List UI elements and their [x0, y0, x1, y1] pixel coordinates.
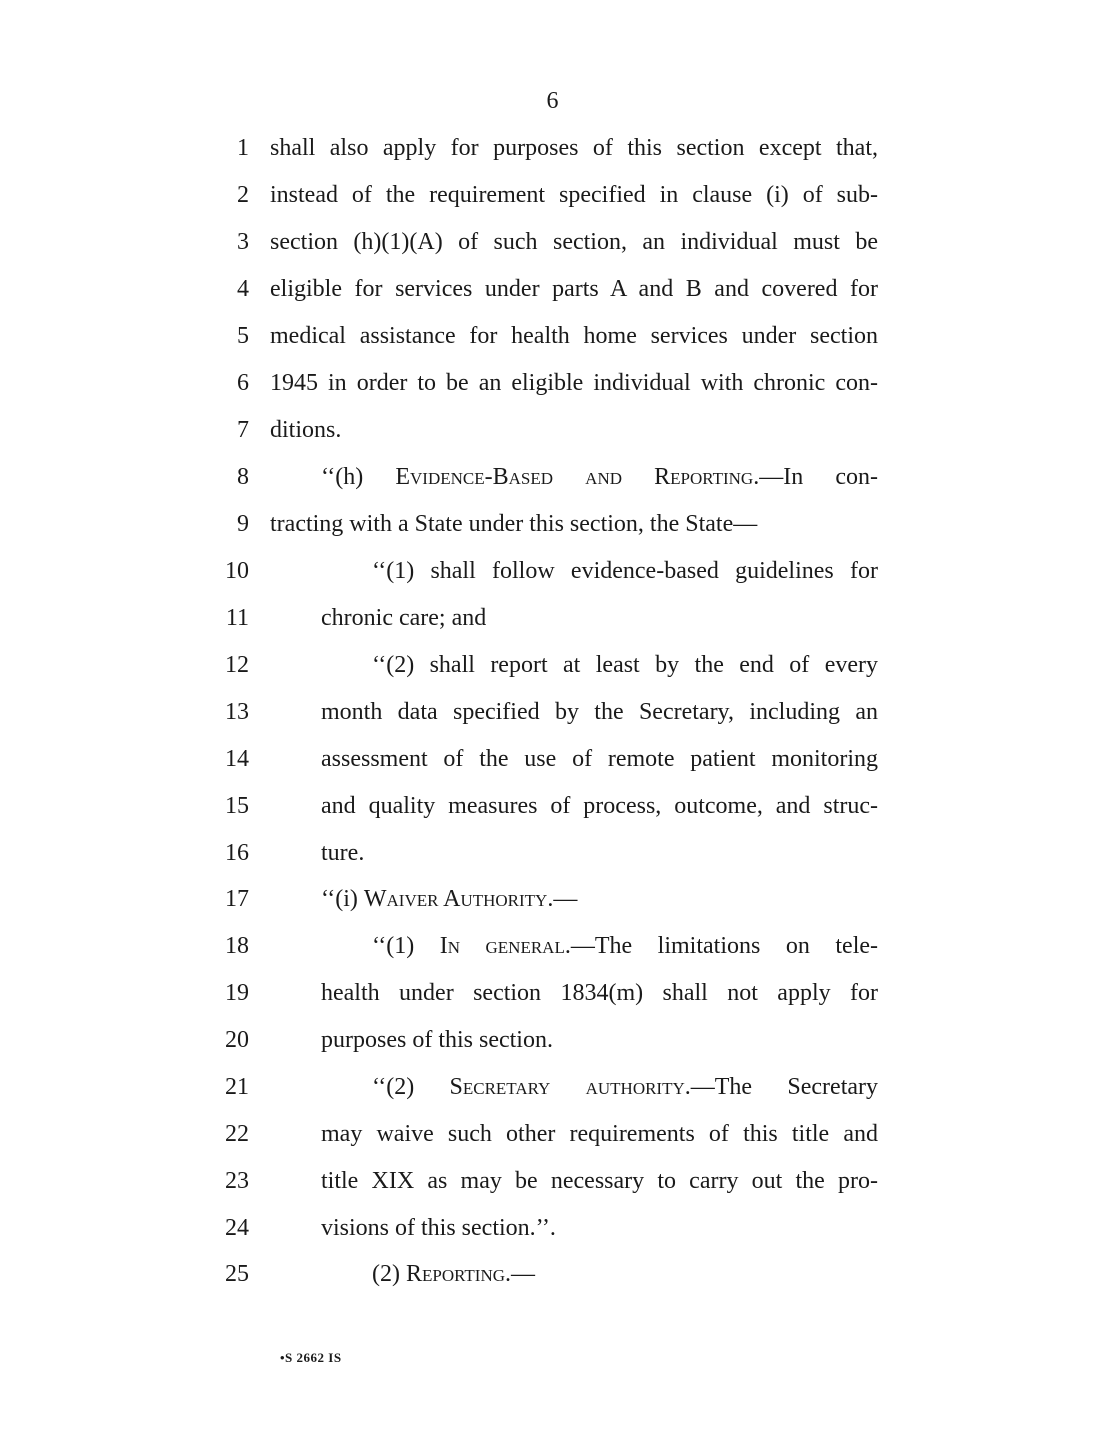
- line-number: 12: [225, 652, 249, 678]
- line-number: 13: [225, 699, 249, 725]
- line-number: 10: [225, 558, 249, 584]
- section-heading: Reporting.: [405, 1261, 512, 1287]
- section-heading: Secretary authority.: [449, 1074, 691, 1100]
- line-number: 14: [225, 746, 249, 772]
- line-text: [270, 884, 878, 914]
- line-text: shall also apply for purposes of this section except that,: [270, 135, 878, 161]
- line-text: [270, 1072, 878, 1102]
- line-text: health under section 1834(m) shall not apply for: [321, 980, 878, 1006]
- bill-line: [0, 931, 1105, 971]
- bill-line: [0, 1213, 1105, 1253]
- line-text-rest: —: [511, 1261, 536, 1287]
- bill-line: [0, 603, 1105, 643]
- line-number: 23: [225, 1168, 249, 1194]
- line-text-lead: ‘‘(i): [321, 886, 364, 912]
- line-text: may waive such other requirements of this title and: [321, 1121, 878, 1147]
- bill-line: [0, 415, 1105, 455]
- line-number: 18: [225, 933, 249, 959]
- line-number: 19: [225, 980, 249, 1006]
- bill-line: [0, 274, 1105, 314]
- bill-line: [0, 368, 1105, 408]
- line-number: 2: [237, 182, 249, 208]
- line-text: purposes of this section.: [321, 1027, 553, 1053]
- line-number: 25: [225, 1261, 249, 1287]
- line-text: chronic care; and: [321, 605, 487, 631]
- line-text-rest: —The Secretary: [690, 1074, 879, 1100]
- bill-line: [0, 650, 1105, 690]
- line-number: 1: [237, 135, 249, 161]
- line-number: 3: [237, 229, 249, 255]
- line-text: title XIX as may be necessary to carry out the pro-: [321, 1168, 878, 1194]
- line-text: tracting with a State under this section, the State—: [270, 511, 758, 537]
- line-text: month data specified by the Secretary, including an: [321, 699, 878, 725]
- bill-line: [0, 556, 1105, 596]
- bill-line: [0, 838, 1105, 878]
- line-number: 8: [237, 464, 249, 490]
- line-text-lead: (2): [372, 1261, 406, 1287]
- bill-line: [0, 462, 1105, 502]
- line-text: and quality measures of process, outcome, and struc-: [321, 793, 878, 819]
- section-heading: Waiver Authority.: [363, 886, 554, 912]
- bill-line: [0, 978, 1105, 1018]
- line-number: 16: [225, 840, 249, 866]
- line-text: ture.: [321, 840, 365, 866]
- line-text: ‘‘(1) shall follow evidence-based guidelines for: [372, 558, 878, 584]
- line-number: 17: [225, 886, 249, 912]
- line-number: 6: [237, 370, 249, 396]
- section-heading: Evidence-Based and Reporting.: [395, 464, 760, 490]
- line-text: eligible for services under parts A and B and covered for: [270, 276, 878, 302]
- bill-line: [0, 133, 1105, 173]
- line-number: 21: [225, 1074, 249, 1100]
- section-heading: In general.: [439, 933, 571, 959]
- line-number: 9: [237, 511, 249, 537]
- line-text: medical assistance for health home services under section: [270, 323, 878, 349]
- line-text-rest: —The limitations on tele-: [570, 933, 879, 959]
- line-text: [270, 931, 878, 961]
- bill-line: [0, 1259, 1105, 1299]
- line-number: 5: [237, 323, 249, 349]
- bill-line: [0, 1025, 1105, 1065]
- line-text: ditions.: [270, 417, 342, 443]
- line-text: [270, 1259, 878, 1289]
- bill-line: [0, 1119, 1105, 1159]
- line-text-lead: ‘‘(h): [321, 464, 396, 490]
- line-text-rest: —: [553, 886, 578, 912]
- line-text: section (h)(1)(A) of such section, an individual must be: [270, 229, 878, 255]
- line-text-lead: ‘‘(1): [372, 933, 440, 959]
- line-number: 15: [225, 793, 249, 819]
- bill-line: [0, 1072, 1105, 1112]
- line-text: visions of this section.’’.: [321, 1215, 556, 1241]
- bill-line: [0, 509, 1105, 549]
- bill-line: [0, 791, 1105, 831]
- bill-line: [0, 697, 1105, 737]
- bill-line: [0, 744, 1105, 784]
- line-number: 4: [237, 276, 249, 302]
- line-number: 11: [225, 605, 249, 631]
- line-text: assessment of the use of remote patient monitoring: [321, 746, 878, 772]
- line-number: 24: [225, 1215, 249, 1241]
- line-number: 20: [225, 1027, 249, 1053]
- line-text: instead of the requirement specified in clause (i) of sub-: [270, 182, 878, 208]
- line-text: [270, 462, 878, 492]
- bill-line: [0, 1166, 1105, 1206]
- bill-identifier: •S 2662 IS: [280, 1350, 342, 1365]
- line-text-lead: ‘‘(2): [372, 1074, 450, 1100]
- page-number: 6: [546, 88, 559, 114]
- line-text: ‘‘(2) shall report at least by the end of every: [372, 652, 878, 678]
- line-text-rest: —In con-: [759, 464, 878, 490]
- line-text: 1945 in order to be an eligible individual with chronic con-: [270, 370, 878, 396]
- bill-line: [0, 884, 1105, 924]
- line-number: 22: [225, 1121, 249, 1147]
- bill-line: [0, 180, 1105, 220]
- line-number: 7: [237, 417, 249, 443]
- bill-line: [0, 227, 1105, 267]
- bill-line: [0, 321, 1105, 361]
